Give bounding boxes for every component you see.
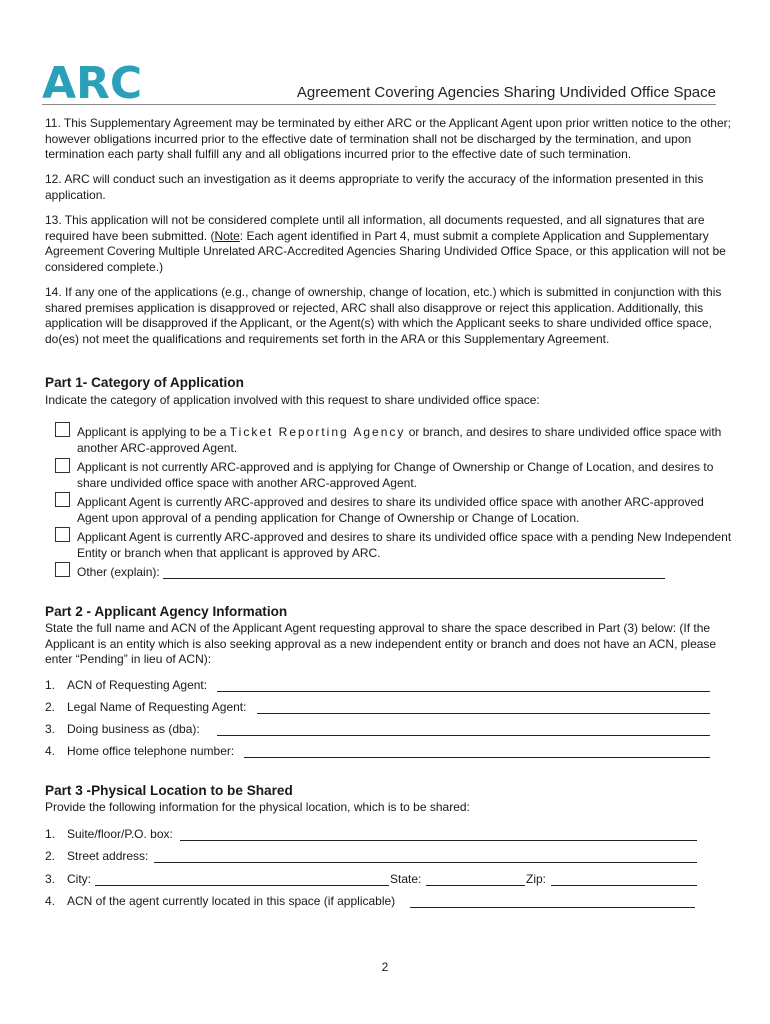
current-agent-acn-input[interactable] <box>410 907 695 908</box>
field-number: 2. <box>45 700 56 714</box>
category-option-1 <box>77 425 737 456</box>
other-explain-field[interactable] <box>163 578 665 579</box>
dba-input[interactable] <box>217 735 710 736</box>
field-label: Street address: <box>67 849 149 863</box>
category-checkbox-2[interactable] <box>55 458 70 473</box>
arc-logo-text: ARC <box>42 58 143 109</box>
state-label: State: <box>390 872 422 886</box>
category-checkbox-1[interactable] <box>55 422 70 437</box>
legal-name-row <box>45 700 710 716</box>
state-input[interactable] <box>426 885 525 886</box>
suite-input[interactable] <box>180 840 697 841</box>
field-number: 4. <box>45 894 56 908</box>
page-number: 2 <box>381 960 389 974</box>
zip-label: Zip: <box>526 872 547 886</box>
field-label: Suite/floor/P.O. box: <box>67 827 173 841</box>
header-divider <box>42 104 716 105</box>
category-checkbox-4[interactable] <box>55 527 70 542</box>
field-number: 3. <box>45 872 56 886</box>
part1-title: Part 1- Category of Application <box>45 375 244 390</box>
part3-intro: Provide the following information for the physical location, which is to be shared: <box>45 800 470 814</box>
arc-logo <box>42 58 143 109</box>
street-input[interactable] <box>154 862 697 863</box>
dba-row <box>45 722 710 738</box>
zip-input[interactable] <box>551 885 697 886</box>
clause-13-note: Note <box>214 228 240 243</box>
acn-requesting-agent-row <box>45 678 710 694</box>
part1-intro: Indicate the category of application involved with this request to share undivided office space: <box>45 393 540 407</box>
legal-name-input[interactable] <box>257 713 710 714</box>
field-number: 1. <box>45 827 56 841</box>
clause-13-text: 13. This application will not be considered complete until all information, all documents requested, and all signatures that are required have been submitted. ( <box>45 213 705 243</box>
suite-row <box>45 827 697 843</box>
home-phone-row <box>45 744 710 760</box>
current-agent-acn-row <box>45 894 697 910</box>
field-number: 4. <box>45 744 56 758</box>
document-title: Agreement Covering Agencies Sharing Undivided Office Space <box>296 84 716 101</box>
clause-13 <box>45 213 733 275</box>
category-option-1-text: Applicant is applying to be a <box>77 425 230 439</box>
city-state-zip-row <box>45 872 697 888</box>
part2-intro: State the full name and ACN of the Applicant Agent requesting approval to share the space described in Part (3) below: (If the Applicant is an entity which is also seeking approval as a new independent entity or branch and does not have an ACN, please enter “Pending” in lieu of ACN): <box>45 621 717 666</box>
part2-title: Part 2 - Applicant Agency Information <box>45 604 288 619</box>
street-row <box>45 849 697 865</box>
category-option-4: Applicant Agent is currently ARC-approved and desires to share its undivided office space with a pending New Independent Entity or branch when that applicant is approved by ARC. <box>77 530 732 560</box>
clause-12: 12. ARC will conduct such an investigation as it deems appropriate to verify the accuracy of the information presented in this application. <box>45 172 704 202</box>
field-label: Home office telephone number: <box>67 744 235 758</box>
clause-11: 11. This Supplementary Agreement may be terminated by either ARC or the Applicant Agent upon prior written notice to the other; however obligations incurred prior to the effective date of termination shall not be discharged by the termination, and upon termination each party shall fulfill any and all obligations incurred prior to the effective date of such termination. <box>45 116 731 161</box>
category-option-2: Applicant is not currently ARC-approved and is applying for Change of Ownership or Change of Location, and desires to share undivided office space with another ARC-approved Agent. <box>77 460 714 490</box>
field-number: 1. <box>45 678 56 692</box>
category-option-1-emphasis: Ticket Reporting Agency <box>229 425 406 439</box>
category-option-5: Other (explain): <box>77 565 160 579</box>
category-option-3: Applicant Agent is currently ARC-approved and desires to share its undivided office space with another ARC-approved Agent upon approval of a pending application for Change of Ownership or Change of Location. <box>77 495 704 525</box>
field-number: 3. <box>45 722 56 736</box>
field-label: Legal Name of Requesting Agent: <box>67 700 247 714</box>
part3-title: Part 3 -Physical Location to be Shared <box>45 783 293 798</box>
clause-14: 14. If any one of the applications (e.g., change of ownership, change of location, etc.) which is submitted in conjunction with this shared premises application is disapproved or rejected, ARC shall also disapprove or reject this application. Additionally, this application will be disapproved if the Applicant, or the Agent(s) with which the Applicant seeks to share undivided office space, do(es) not meet the qualifications and requirements set forth in the ARA or this Supplementary Agreement. <box>45 285 722 346</box>
field-label: Doing business as (dba): <box>67 722 200 736</box>
field-number: 2. <box>45 849 56 863</box>
category-option-1-rest: or branch, and desires to share undivided office space with another ARC-approved Agent. <box>77 425 722 455</box>
category-checkbox-5[interactable] <box>55 562 70 577</box>
category-checkbox-3[interactable] <box>55 492 70 507</box>
field-label: ACN of the agent currently located in this space (if applicable) <box>67 894 396 908</box>
city-input[interactable] <box>95 885 389 886</box>
field-label: City: <box>67 872 91 886</box>
clause-13-note-text: : Each agent identified in Part 4, must submit a complete Application and Supplementary Agreement Covering Multiple Unrelated ARC-Accredited Agencies Sharing Undivided Office Space, or this application will not be considered complete.) <box>45 228 726 274</box>
acn-requesting-agent-input[interactable] <box>217 691 710 692</box>
field-label: ACN of Requesting Agent: <box>67 678 208 692</box>
home-phone-input[interactable] <box>244 757 710 758</box>
